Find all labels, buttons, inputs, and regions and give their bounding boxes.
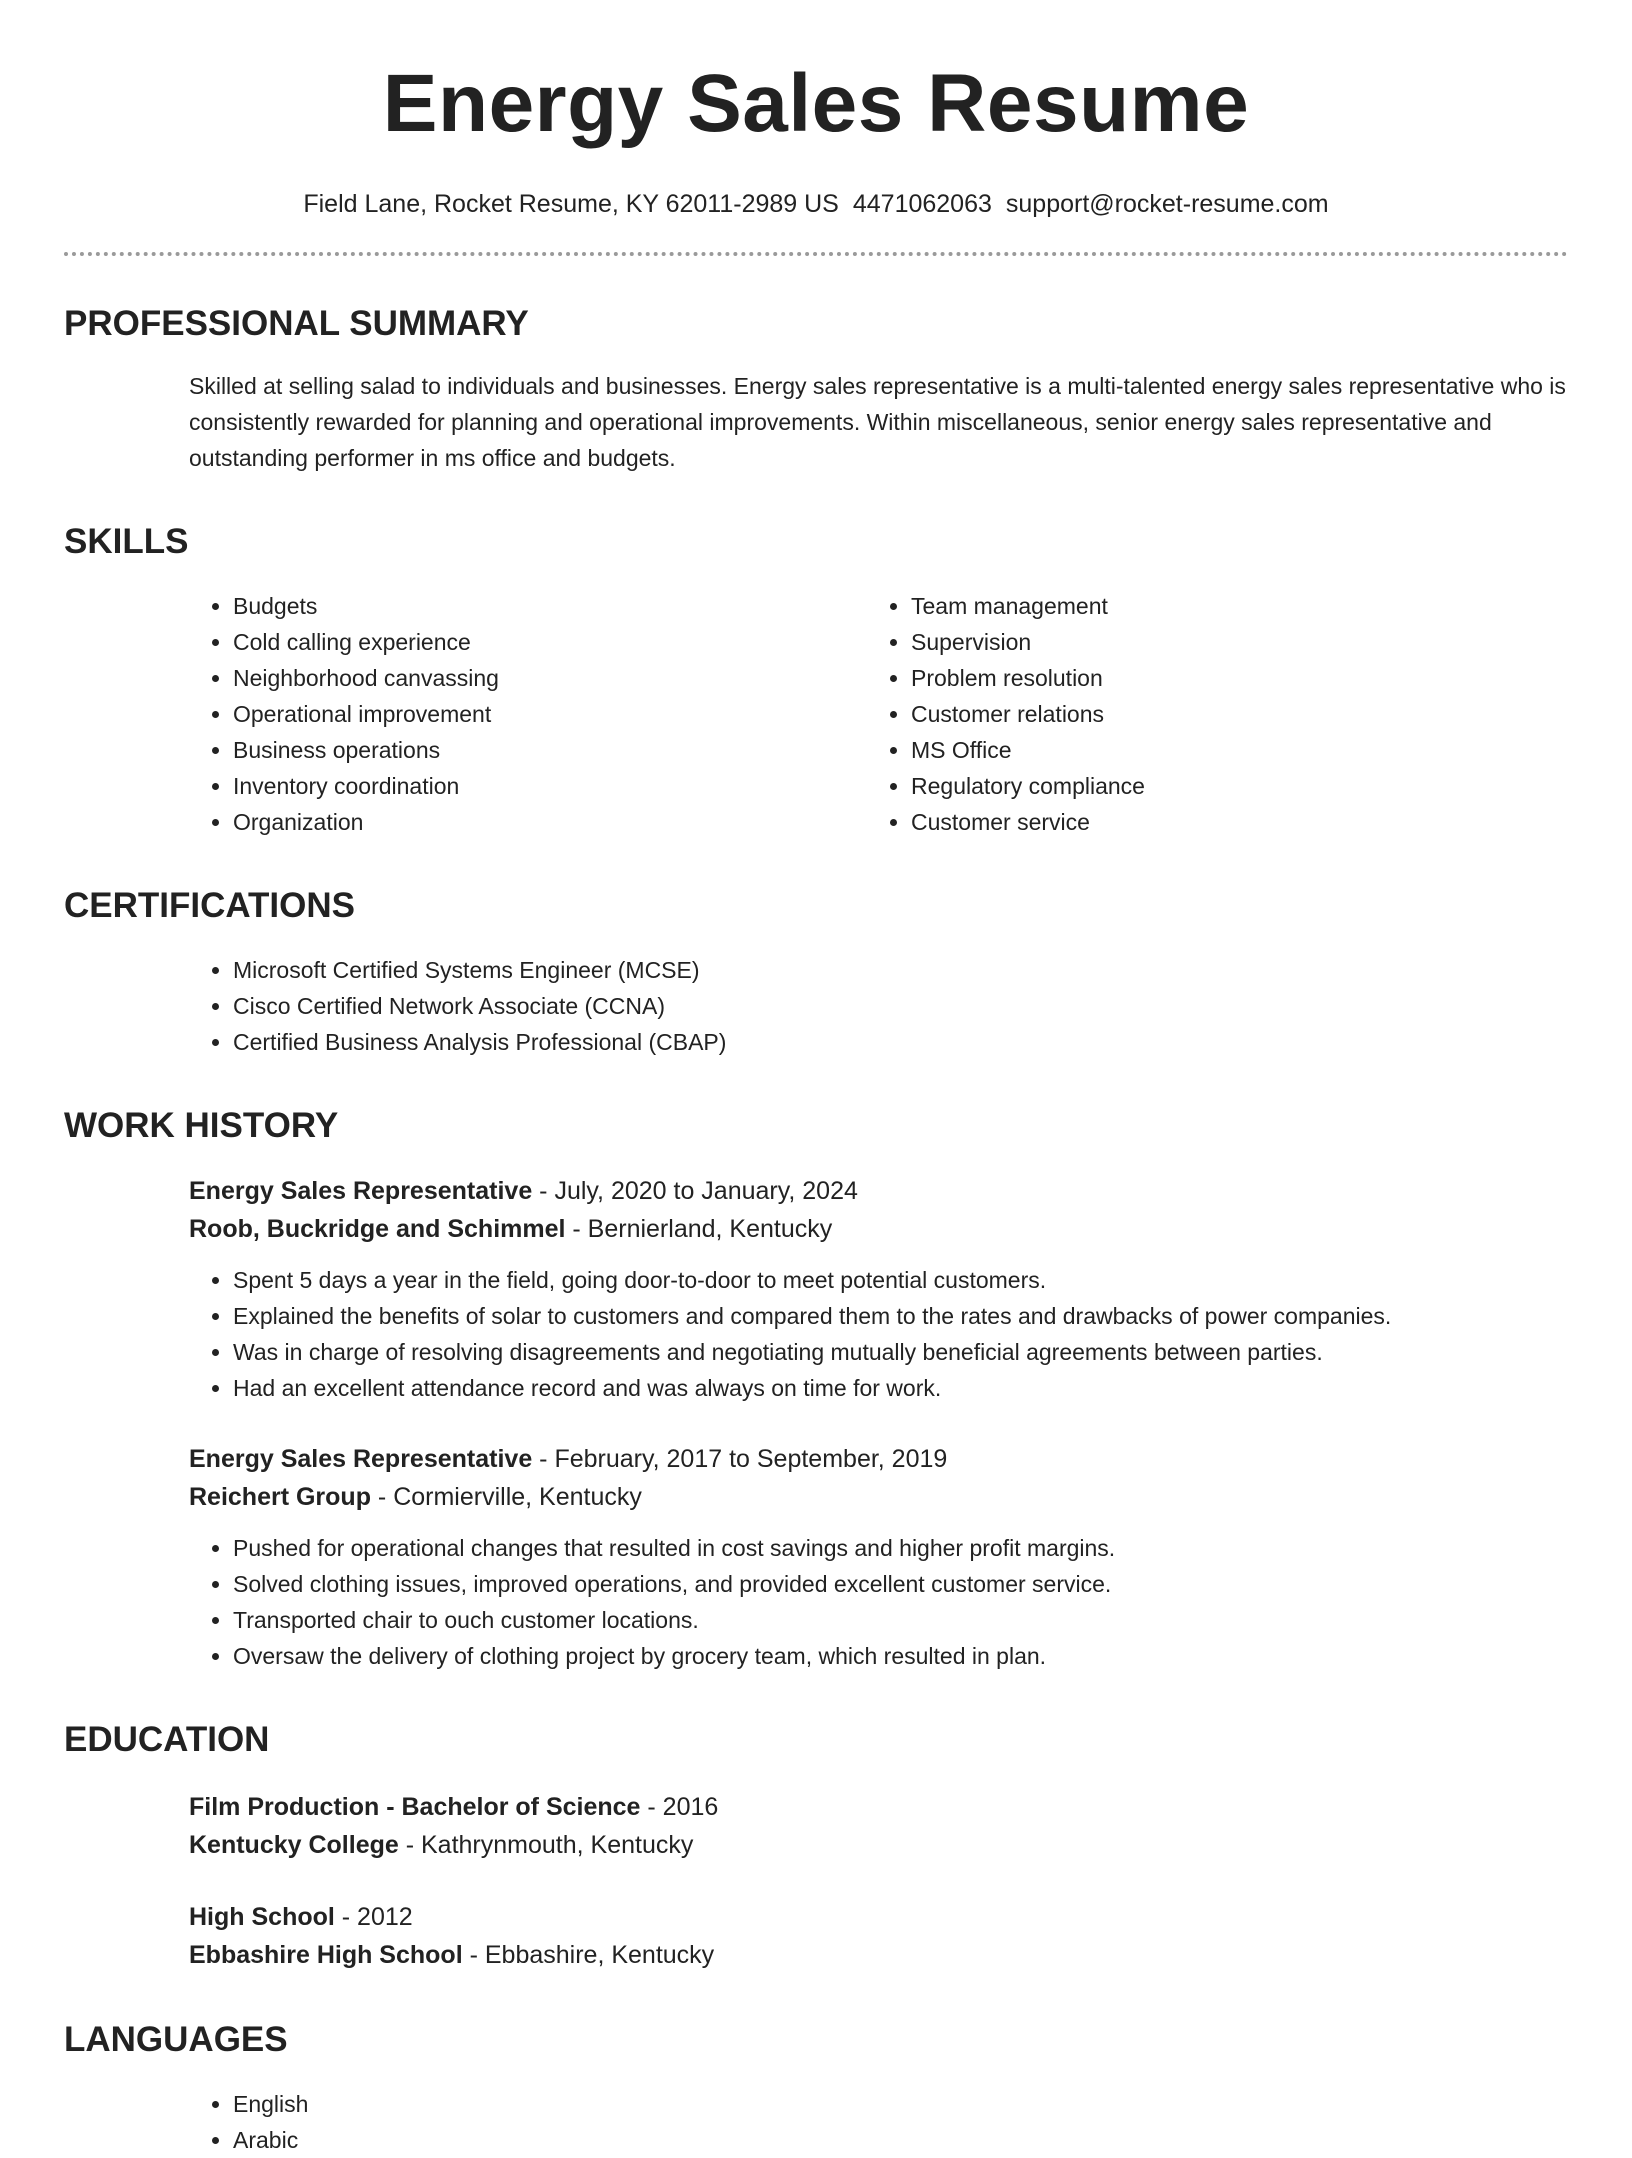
skills-list-right: [867, 588, 1545, 840]
header-divider: [64, 252, 1568, 256]
job-company-line: [189, 1478, 1568, 1516]
job-entry: [189, 1172, 1568, 1406]
job-company-line: [189, 1210, 1568, 1248]
skill-item: • Cold calling experience: [233, 624, 867, 660]
languages-wrap: [189, 2086, 1568, 2158]
skill-item: • Organization: [233, 804, 867, 840]
job-bullets: [189, 1262, 1568, 1406]
job-bullet: • Solved clothing issues, improved operations, and provided excellent customer service.: [233, 1566, 1568, 1602]
skill-item: • Customer relations: [911, 696, 1545, 732]
job-company: Reichert Group: [189, 1483, 371, 1511]
certifications-wrap: [189, 952, 1568, 1060]
summary-section: [64, 302, 1568, 476]
contact-phone: 4471062063: [852, 190, 992, 218]
skills-column-left: [189, 588, 867, 840]
job-bullets: [189, 1530, 1568, 1674]
job-bullet: • Oversaw the delivery of clothing project by grocery team, which resulted in plan.: [233, 1638, 1568, 1674]
skill-item: • MS Office: [911, 732, 1545, 768]
section-title-summary: PROFESSIONAL SUMMARY: [64, 304, 529, 343]
skills-section: [64, 520, 1568, 840]
job-dates: - February, 2017 to September, 2019: [532, 1445, 948, 1473]
skills-list-left: [189, 588, 867, 840]
skill-item: • Neighborhood canvassing: [233, 660, 867, 696]
contact-line: [64, 188, 1568, 220]
job-title-line: [189, 1440, 1568, 1478]
job-bullet: • Spent 5 days a year in the field, going door-to-door to meet potential customers.: [233, 1262, 1568, 1298]
education-school-line: [189, 1826, 1568, 1864]
certification-item: • Microsoft Certified Systems Engineer (MCSE): [233, 952, 1568, 988]
skill-item: • Regulatory compliance: [911, 768, 1545, 804]
education-school-line: [189, 1936, 1568, 1974]
language-item: • Arabic: [233, 2122, 1568, 2158]
languages-list: [189, 2086, 1568, 2158]
education-entry: [189, 1898, 1568, 1974]
section-title-languages: LANGUAGES: [64, 2020, 288, 2059]
contact-address: Field Lane, Rocket Resume, KY 62011-2989 US: [303, 190, 839, 218]
skill-item: • Problem resolution: [911, 660, 1545, 696]
education-section: [64, 1718, 1568, 1974]
job-title-line: [189, 1172, 1568, 1210]
languages-section: [64, 2018, 1568, 2158]
job-location: - Cormierville, Kentucky: [370, 1483, 642, 1511]
skill-item: • Business operations: [233, 732, 867, 768]
job-dates: - July, 2020 to January, 2024: [532, 1177, 858, 1205]
work-history-section: [64, 1104, 1568, 1674]
education-school: Ebbashire High School: [189, 1941, 463, 1969]
job-bullet: • Was in charge of resolving disagreements and negotiating mutually beneficial agreements between parties.: [233, 1334, 1568, 1370]
education-year: - 2016: [640, 1793, 719, 1821]
education-entry: [189, 1788, 1568, 1864]
education-degree: High School: [189, 1903, 335, 1931]
certifications-section: [64, 884, 1568, 1060]
skill-item: • Inventory coordination: [233, 768, 867, 804]
education-degree-line: [189, 1898, 1568, 1936]
summary-text: Skilled at selling salad to individuals and businesses. Energy sales representative is a multi-talented energy sales representative who is consistently rewarded for planning and operational improvements. Within miscellaneous, senior energy sales representative and outstanding performer in ms office and budgets.: [189, 373, 1566, 471]
job-bullet: • Had an excellent attendance record and was always on time for work.: [233, 1370, 1568, 1406]
section-title-work-history: WORK HISTORY: [64, 1106, 339, 1145]
education-location: - Ebbashire, Kentucky: [462, 1941, 715, 1969]
language-item: • English: [233, 2086, 1568, 2122]
skill-item: • Customer service: [911, 804, 1545, 840]
skill-item: • Operational improvement: [233, 696, 867, 732]
skills-column-right: [867, 588, 1545, 840]
skill-item: • Supervision: [911, 624, 1545, 660]
job-bullet: • Pushed for operational changes that resulted in cost savings and higher profit margins.: [233, 1530, 1568, 1566]
education-school: Kentucky College: [189, 1831, 399, 1859]
contact-email: support@rocket-resume.com: [1005, 190, 1329, 218]
education-content: [189, 1788, 1568, 1974]
education-degree: Film Production - Bachelor of Science: [189, 1793, 641, 1821]
job-bullet: • Explained the benefits of solar to customers and compared them to the rates and drawbacks of power companies.: [233, 1298, 1568, 1334]
job-company: Roob, Buckridge and Schimmel: [189, 1215, 566, 1243]
skills-grid: [189, 588, 1568, 840]
job-location: - Bernierland, Kentucky: [565, 1215, 833, 1243]
section-title-education: EDUCATION: [64, 1720, 270, 1759]
section-title-skills: SKILLS: [64, 522, 189, 561]
job-role: Energy Sales Representative: [189, 1177, 533, 1205]
education-location: - Kathrynmouth, Kentucky: [398, 1831, 694, 1859]
education-degree-line: [189, 1788, 1568, 1826]
certification-item: • Certified Business Analysis Professional (CBAP): [233, 1024, 1568, 1060]
skill-item: • Budgets: [233, 588, 867, 624]
certification-item: • Cisco Certified Network Associate (CCNA): [233, 988, 1568, 1024]
section-title-certifications: CERTIFICATIONS: [64, 886, 356, 925]
education-year: - 2012: [334, 1903, 413, 1931]
job-entry: [189, 1440, 1568, 1674]
resume-title: Energy Sales Resume: [382, 58, 1250, 149]
certifications-list: [189, 952, 1568, 1060]
job-role: Energy Sales Representative: [189, 1445, 533, 1473]
job-bullet: • Transported chair to ouch customer locations.: [233, 1602, 1568, 1638]
work-history-content: [189, 1172, 1568, 1674]
skill-item: • Team management: [911, 588, 1545, 624]
